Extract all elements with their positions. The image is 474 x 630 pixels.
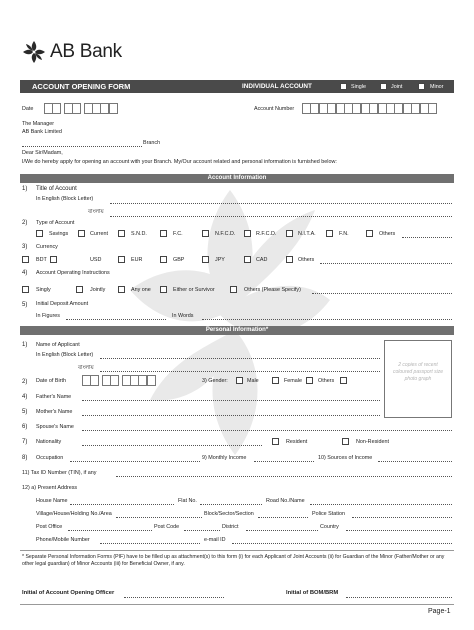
tin-field[interactable] [116,476,452,477]
form-title: ACCOUNT OPENING FORM [32,82,131,91]
type-of-account-label: Type of Account [36,220,75,226]
occupation-field[interactable] [70,461,200,462]
account-kind: INDIVIDUAL ACCOUNT [242,83,312,90]
resident-label: Resident [286,439,308,445]
joint-checkbox[interactable] [380,83,387,90]
district-label: District [222,524,239,530]
fc-label: F.C. [173,231,183,237]
email-field[interactable] [232,543,452,544]
current-label: Current [90,231,108,237]
others-gender-label: Others [318,378,335,384]
father-name-field[interactable] [82,400,380,401]
snd-label: S.N.D. [131,231,147,237]
others-type-checkbox[interactable] [366,230,373,237]
country-field[interactable] [346,530,452,531]
date-label: Date [22,106,34,112]
p5-number: 5) [22,409,28,415]
father-name-label: Father's Name [36,394,72,400]
brand-name: AB Bank [50,41,122,62]
type-of-account-options [0,230,474,240]
cad-checkbox[interactable] [244,256,251,263]
initial-deposit-label: Initial Deposit Amount [36,301,89,307]
sources-income-label: 10) Sources of Income [318,455,373,461]
either-survivor-label: Either or Survivor [173,287,215,293]
q2-number: 2) [22,220,28,226]
nfcd-label: N.F.C.D. [215,231,236,237]
others-specify-field[interactable] [312,293,452,294]
p4-number: 4) [22,394,28,400]
jpy-checkbox[interactable] [202,256,209,263]
minor-checkbox[interactable] [418,83,425,90]
others-specify-checkbox[interactable] [230,286,237,293]
house-name-field[interactable] [70,504,174,505]
present-address-label: 12) a) Present Address [22,485,78,491]
usd-checkbox[interactable] [50,256,57,263]
nita-label: N.I.T.A. [298,231,316,237]
date-of-birth-label: Date of Birth [36,378,66,384]
female-checkbox[interactable] [272,377,279,384]
bdt-label: BDT [36,257,47,263]
others-specify-label: Others (Please Specify) [244,287,301,293]
village-label: Village/House/Holding No./Area [36,511,112,517]
single-checkbox[interactable] [340,83,347,90]
others-gender-checkbox[interactable] [306,377,313,384]
singly-checkbox[interactable] [22,286,29,293]
current-checkbox[interactable] [78,230,85,237]
p1-number: 1) [22,342,28,348]
p2-number: 2) [22,379,28,385]
in-words-label: In Words [172,313,194,319]
rfcd-checkbox[interactable] [244,230,251,237]
officer-initial-label: Initial of Account Opening Officer [22,590,115,596]
police-station-label: Police Station [312,511,345,517]
road-label: Road No./Name [266,498,305,504]
officer-initial-field[interactable] [124,597,224,598]
in-figures-field[interactable] [66,319,166,320]
post-office-field[interactable] [68,530,152,531]
eur-checkbox[interactable] [118,256,125,263]
applicant-english-label: In English (Block Letter) [36,352,94,358]
any-one-checkbox[interactable] [118,286,125,293]
police-station-field[interactable] [352,517,452,518]
account-number-label: Account Number [254,106,295,112]
bdt-checkbox[interactable] [22,256,29,263]
nationality-label: Nationality [36,439,62,445]
q4-number: 4) [22,270,28,276]
currency-label: Currency [36,244,58,250]
jointly-checkbox[interactable] [76,286,83,293]
resident-checkbox[interactable] [272,438,279,445]
flat-no-field[interactable] [200,504,262,505]
jpy-label: JPY [215,257,225,263]
applicant-name-label: Name of Applicant [36,342,80,348]
sources-income-field[interactable] [378,461,452,462]
village-field[interactable] [116,517,202,518]
salutation: Dear Sir/Madam, [22,150,63,156]
others-currency-label: Others [298,257,315,263]
date-field[interactable] [44,103,117,114]
occupation-label: Occupation [36,455,64,461]
eur-label: EUR [131,257,143,263]
intro-text: I/We do hereby apply for opening an account with your Branch. My/Our account related and personal information is furnished below: [22,159,337,165]
mother-name-label: Mother's Name [36,409,73,415]
in-figures-label: In Figures [36,313,60,319]
currency-options [0,256,474,266]
others-gender-box[interactable] [340,377,347,384]
male-label: Male [247,378,259,384]
footnote: * Separate Personal Information Forms (PIF) have to be filled up as attachment(s) to this form (i) for each Applicant of Joint Accounts (ii) for Guardian of the Minor (Father/Mother or any other legal guardian) of Minor Accounts (iii) for Beneficial Owner, if any. [22,554,445,567]
block-field[interactable] [258,517,308,518]
house-name-label: House Name [36,498,68,504]
operating-instructions-label: Account Operating Instructions [36,270,110,276]
section-divider [20,550,454,551]
minor-label: Minor [430,84,444,90]
spouse-name-label: Spouse's Name [36,424,74,430]
applicant-english-field[interactable] [100,358,380,359]
post-code-label: Post Code [154,524,180,530]
joint-label: Joint [391,84,403,90]
q5-number: 5) [22,302,28,308]
female-label: Female [284,378,302,384]
title-english-field[interactable] [110,203,452,204]
personal-information-band: Personal Information* [20,326,454,335]
gbp-checkbox[interactable] [160,256,167,263]
fn-checkbox[interactable] [326,230,333,237]
any-one-label: Any one [131,287,151,293]
applicant-bangla-label: বাংলায় [78,365,94,371]
p6-number: 6) [22,424,28,430]
mother-name-field[interactable] [82,415,380,416]
nationality-field[interactable] [82,445,262,446]
phone-field[interactable] [100,543,200,544]
phone-label: Phone/Mobile Number [36,537,90,543]
road-field[interactable] [310,504,452,505]
country-label: Country [320,524,339,530]
applicant-bangla-field[interactable] [100,371,380,372]
p8-number: 8) [22,455,28,461]
fn-label: F.N. [339,231,349,237]
spouse-name-field[interactable] [82,430,452,431]
fc-checkbox[interactable] [160,230,167,237]
title-english-label: In English (Block Letter) [36,196,94,202]
in-words-field[interactable] [202,319,452,320]
title-bangla-field[interactable] [110,216,452,217]
non-resident-label: Non-Resident [356,439,389,445]
single-label: Single [351,84,366,90]
gender-label: 3) Gender: [202,378,228,384]
flat-no-label: Flat No. [178,498,197,504]
ab-bank-logo-icon [22,40,46,64]
snd-checkbox[interactable] [118,230,125,237]
branch-field[interactable] [22,146,142,147]
email-label: e-mail ID [204,537,226,543]
post-code-field[interactable] [184,530,220,531]
photo-note: 2 copies of recent coloured passport size photo graph [392,362,444,382]
monthly-income-field[interactable] [254,461,314,462]
branch-label: Branch [143,140,161,146]
jointly-label: Jointly [90,287,106,293]
account-number-field[interactable] [302,103,437,114]
q1-number: 1) [22,186,28,192]
title-bangla-label: বাংলায় [88,209,104,215]
savings-checkbox[interactable] [36,230,43,237]
watermark-logo-icon [110,170,350,470]
bottom-rule [20,604,454,605]
savings-label: Savings [49,231,69,237]
others-type-label: Others [379,231,396,237]
non-resident-checkbox[interactable] [342,438,349,445]
cad-label: CAD [256,257,268,263]
others-currency-checkbox[interactable] [286,256,293,263]
bom-initial-field[interactable] [346,597,452,598]
district-field[interactable] [246,530,318,531]
addressee-line-1: The Manager [22,121,55,127]
either-survivor-checkbox[interactable] [160,286,167,293]
block-label: Block/Sector/Section [204,511,254,517]
gbp-label: GBP [173,257,185,263]
male-checkbox[interactable] [236,377,243,384]
tin-label: 11) Tax ID Number (TIN), if any [22,470,97,476]
date-of-birth-field[interactable] [82,375,155,386]
others-type-field[interactable] [402,237,452,238]
p7-number: 7) [22,439,28,445]
others-currency-field[interactable] [320,263,452,264]
bom-initial-label: Initial of BOM/BRM [286,590,339,596]
singly-label: Singly [36,287,51,293]
account-information-band: Account Information [20,174,454,183]
page-number: Page-1 [428,608,451,615]
operating-instruction-options [0,286,474,296]
nfcd-checkbox[interactable] [202,230,209,237]
usd-label: USD [90,257,102,263]
nita-checkbox[interactable] [286,230,293,237]
rfcd-label: R.F.C.D. [256,231,277,237]
post-office-label: Post Office [36,524,63,530]
addressee-line-2: AB Bank Limited [22,129,62,135]
q3-number: 3) [22,244,28,250]
title-of-account-label: Title of Account [36,186,77,192]
monthly-income-label: 9) Monthly Income [202,455,247,461]
